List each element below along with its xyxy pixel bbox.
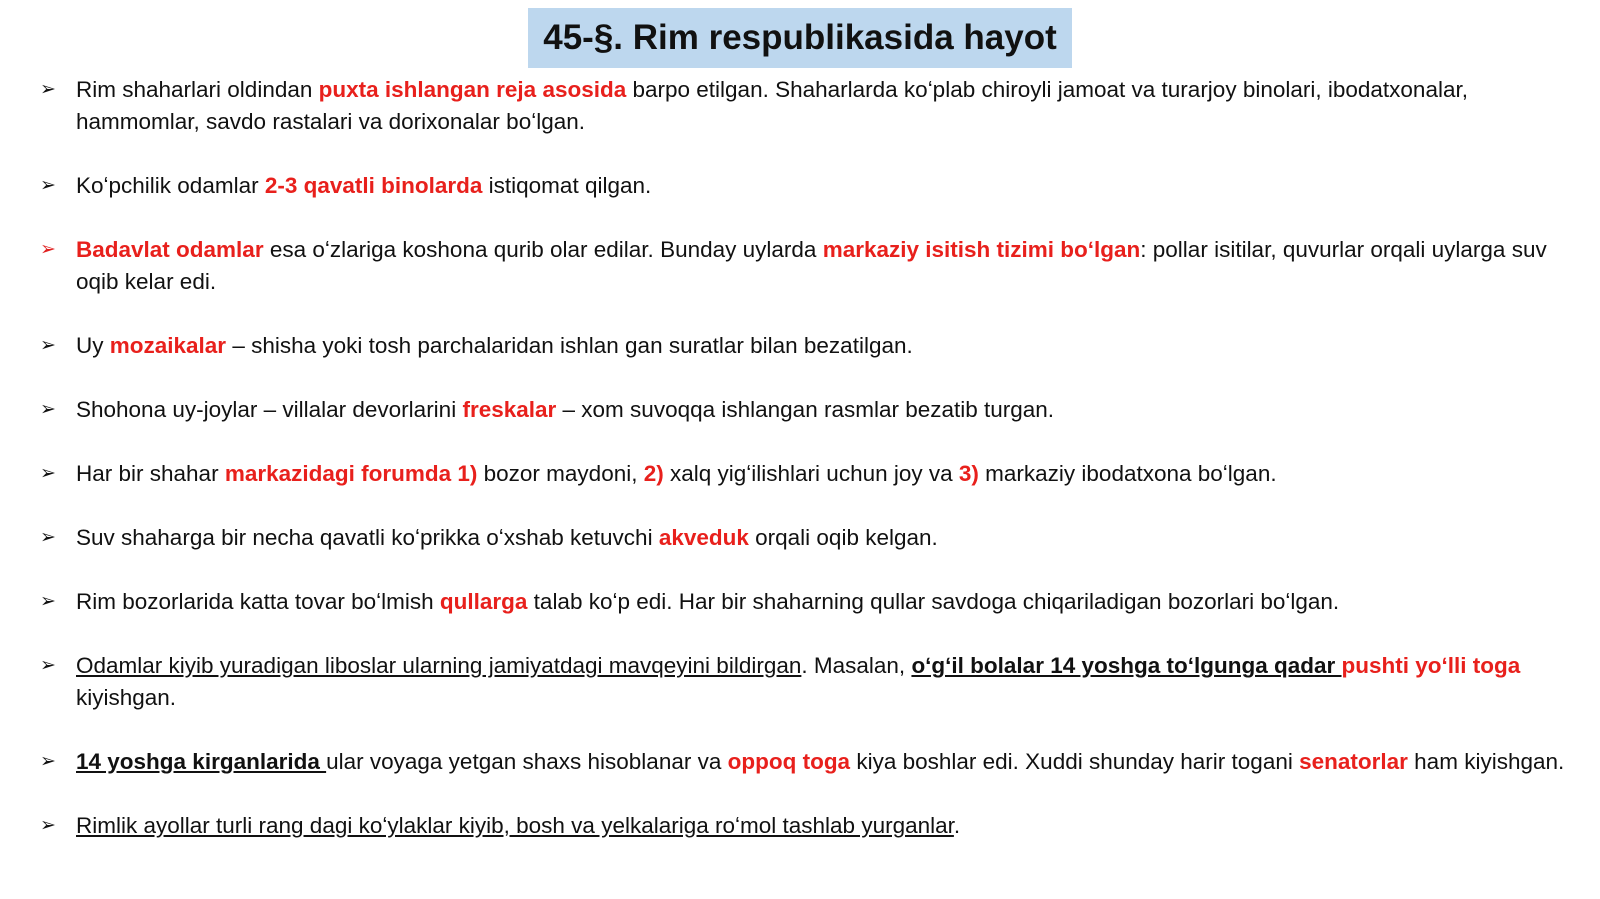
text-segment: talab koʻp edi. Har bir shaharning qullar savdoga chiqariladigan bozorlari boʻlgan. <box>527 589 1340 614</box>
text-segment: Suv shaharga bir necha qavatli koʻprikka oʻxshab ketuvchi <box>76 525 659 550</box>
highlight-text: freskalar <box>462 397 557 422</box>
text-segment: Koʻpchilik odamlar <box>76 173 265 198</box>
arrow-bullet-icon: ➢ <box>40 398 56 420</box>
bullet-text <box>76 397 1054 422</box>
bullet-spacer <box>38 490 1586 522</box>
text-segment: ham kiyishgan. <box>1407 749 1565 774</box>
bullet-item <box>38 330 1586 362</box>
bullet-list <box>38 74 1586 842</box>
highlight-text: oppoq toga <box>727 749 851 774</box>
highlight-text: qullarga <box>439 589 528 614</box>
text-segment: bozor maydoni, <box>477 461 644 486</box>
bullet-item <box>38 170 1586 202</box>
text-segment: kiyishgan. <box>76 685 177 710</box>
bullet-item <box>38 394 1586 426</box>
bullet-item <box>38 458 1586 490</box>
bullet-text <box>76 525 938 550</box>
highlight-text: 2) <box>643 461 664 486</box>
arrow-bullet-icon: ➢ <box>40 238 56 260</box>
text-segment: – shisha yoki tosh parchalaridan ishlan gan suratlar bilan bezatilgan. <box>226 333 913 358</box>
text-segment: Rim shaharlari oldindan <box>76 77 319 102</box>
text-segment: esa oʻzlariga koshona qurib olar edilar. Bunday uylarda <box>263 237 823 262</box>
highlight-text: pushti yoʻlli toga <box>1341 653 1521 678</box>
bullet-text <box>76 173 651 198</box>
bullet-text <box>76 77 1468 134</box>
bullet-item <box>38 234 1586 298</box>
text-segment: barpo etilgan. Shaharlarda koʻplab chiroyli jamoat va turarjoy binolari, ibodatxonalar, hammomlar, savdo rastalari va dorixonalar boʻlgan. <box>76 77 1468 134</box>
bullet-text <box>76 653 1520 710</box>
bullet-spacer <box>38 362 1586 394</box>
title-banner <box>528 8 1072 68</box>
highlight-text: markaziy isitish tizimi boʻlgan <box>822 237 1141 262</box>
arrow-bullet-icon: ➢ <box>40 814 56 836</box>
highlight-text: akveduk <box>658 525 749 550</box>
bullet-text <box>76 461 1277 486</box>
arrow-bullet-icon: ➢ <box>40 750 56 772</box>
text-segment: xalq yigʻilishlari uchun joy va <box>663 461 959 486</box>
bullet-item <box>38 74 1586 138</box>
bullet-item <box>38 522 1586 554</box>
highlight-text: Badavlat odamlar <box>76 237 264 262</box>
text-segment: ular voyaga yetgan shaxs hisoblanar va <box>326 749 728 774</box>
page-title: 45-§. Rim respublikasida hayot <box>543 18 1057 57</box>
arrow-bullet-icon: ➢ <box>40 526 56 548</box>
text-segment: Har bir shahar <box>76 461 225 486</box>
underlined-text: 14 yoshga kirganlarida <box>76 749 327 774</box>
underlined-text: Rimlik ayollar turli rang dagi koʻylaklar kiyib, bosh va yelkalariga roʻmol tashlab yurganlar <box>76 813 954 838</box>
bullet-spacer <box>38 554 1586 586</box>
text-segment: Uy <box>76 333 110 358</box>
arrow-bullet-icon: ➢ <box>40 174 56 196</box>
arrow-bullet-icon: ➢ <box>40 334 56 356</box>
bullet-text <box>76 813 960 838</box>
text-segment: . Masalan, <box>801 653 912 678</box>
highlight-text: puxta ishlangan reja asosida <box>318 77 627 102</box>
text-segment: orqali oqib kelgan. <box>748 525 938 550</box>
underlined-text: oʻgʻil bolalar 14 yoshga toʻlgunga qadar <box>911 653 1342 678</box>
highlight-text: 3) <box>958 461 979 486</box>
text-segment: Shohona uy-joylar – villalar devorlarini <box>76 397 463 422</box>
bullet-item <box>38 746 1586 778</box>
arrow-bullet-icon: ➢ <box>40 462 56 484</box>
bullet-text <box>76 589 1339 614</box>
bullet-spacer <box>38 202 1586 234</box>
arrow-bullet-icon: ➢ <box>40 654 56 676</box>
highlight-text: mozaikalar <box>109 333 227 358</box>
underlined-text: Odamlar kiyib yuradigan liboslar ularning jamiyatdagi mavqeyini bildirgan <box>76 653 802 678</box>
text-segment: : pollar isitilar, quvurlar orqali uylarga suv oqib kelar edi. <box>76 237 1547 294</box>
highlight-text: markazidagi forumda 1) <box>224 461 478 486</box>
arrow-bullet-icon: ➢ <box>40 590 56 612</box>
bullet-text <box>76 749 1564 774</box>
arrow-bullet-icon: ➢ <box>40 78 56 100</box>
bullet-item <box>38 650 1586 714</box>
bullet-spacer <box>38 714 1586 746</box>
text-segment: istiqomat qilgan. <box>482 173 652 198</box>
bullet-item <box>38 586 1586 618</box>
bullet-spacer <box>38 618 1586 650</box>
text-segment: Rim bozorlarida katta tovar boʻlmish <box>76 589 440 614</box>
bullet-spacer <box>38 138 1586 170</box>
highlight-text: 2-3 qavatli binolarda <box>264 173 483 198</box>
bullet-item <box>38 810 1586 842</box>
bullet-text <box>76 237 1547 294</box>
bullet-spacer <box>38 426 1586 458</box>
text-segment: – xom suvoqqa ishlangan rasmlar bezatib turgan. <box>556 397 1055 422</box>
highlight-text: senatorlar <box>1299 749 1408 774</box>
text-segment: kiya boshlar edi. Xuddi shunday harir togani <box>850 749 1300 774</box>
bullet-spacer <box>38 778 1586 810</box>
bullet-spacer <box>38 298 1586 330</box>
text-segment: . <box>953 813 961 838</box>
bullet-text <box>76 333 913 358</box>
text-segment: markaziy ibodatxona boʻlgan. <box>978 461 1277 486</box>
